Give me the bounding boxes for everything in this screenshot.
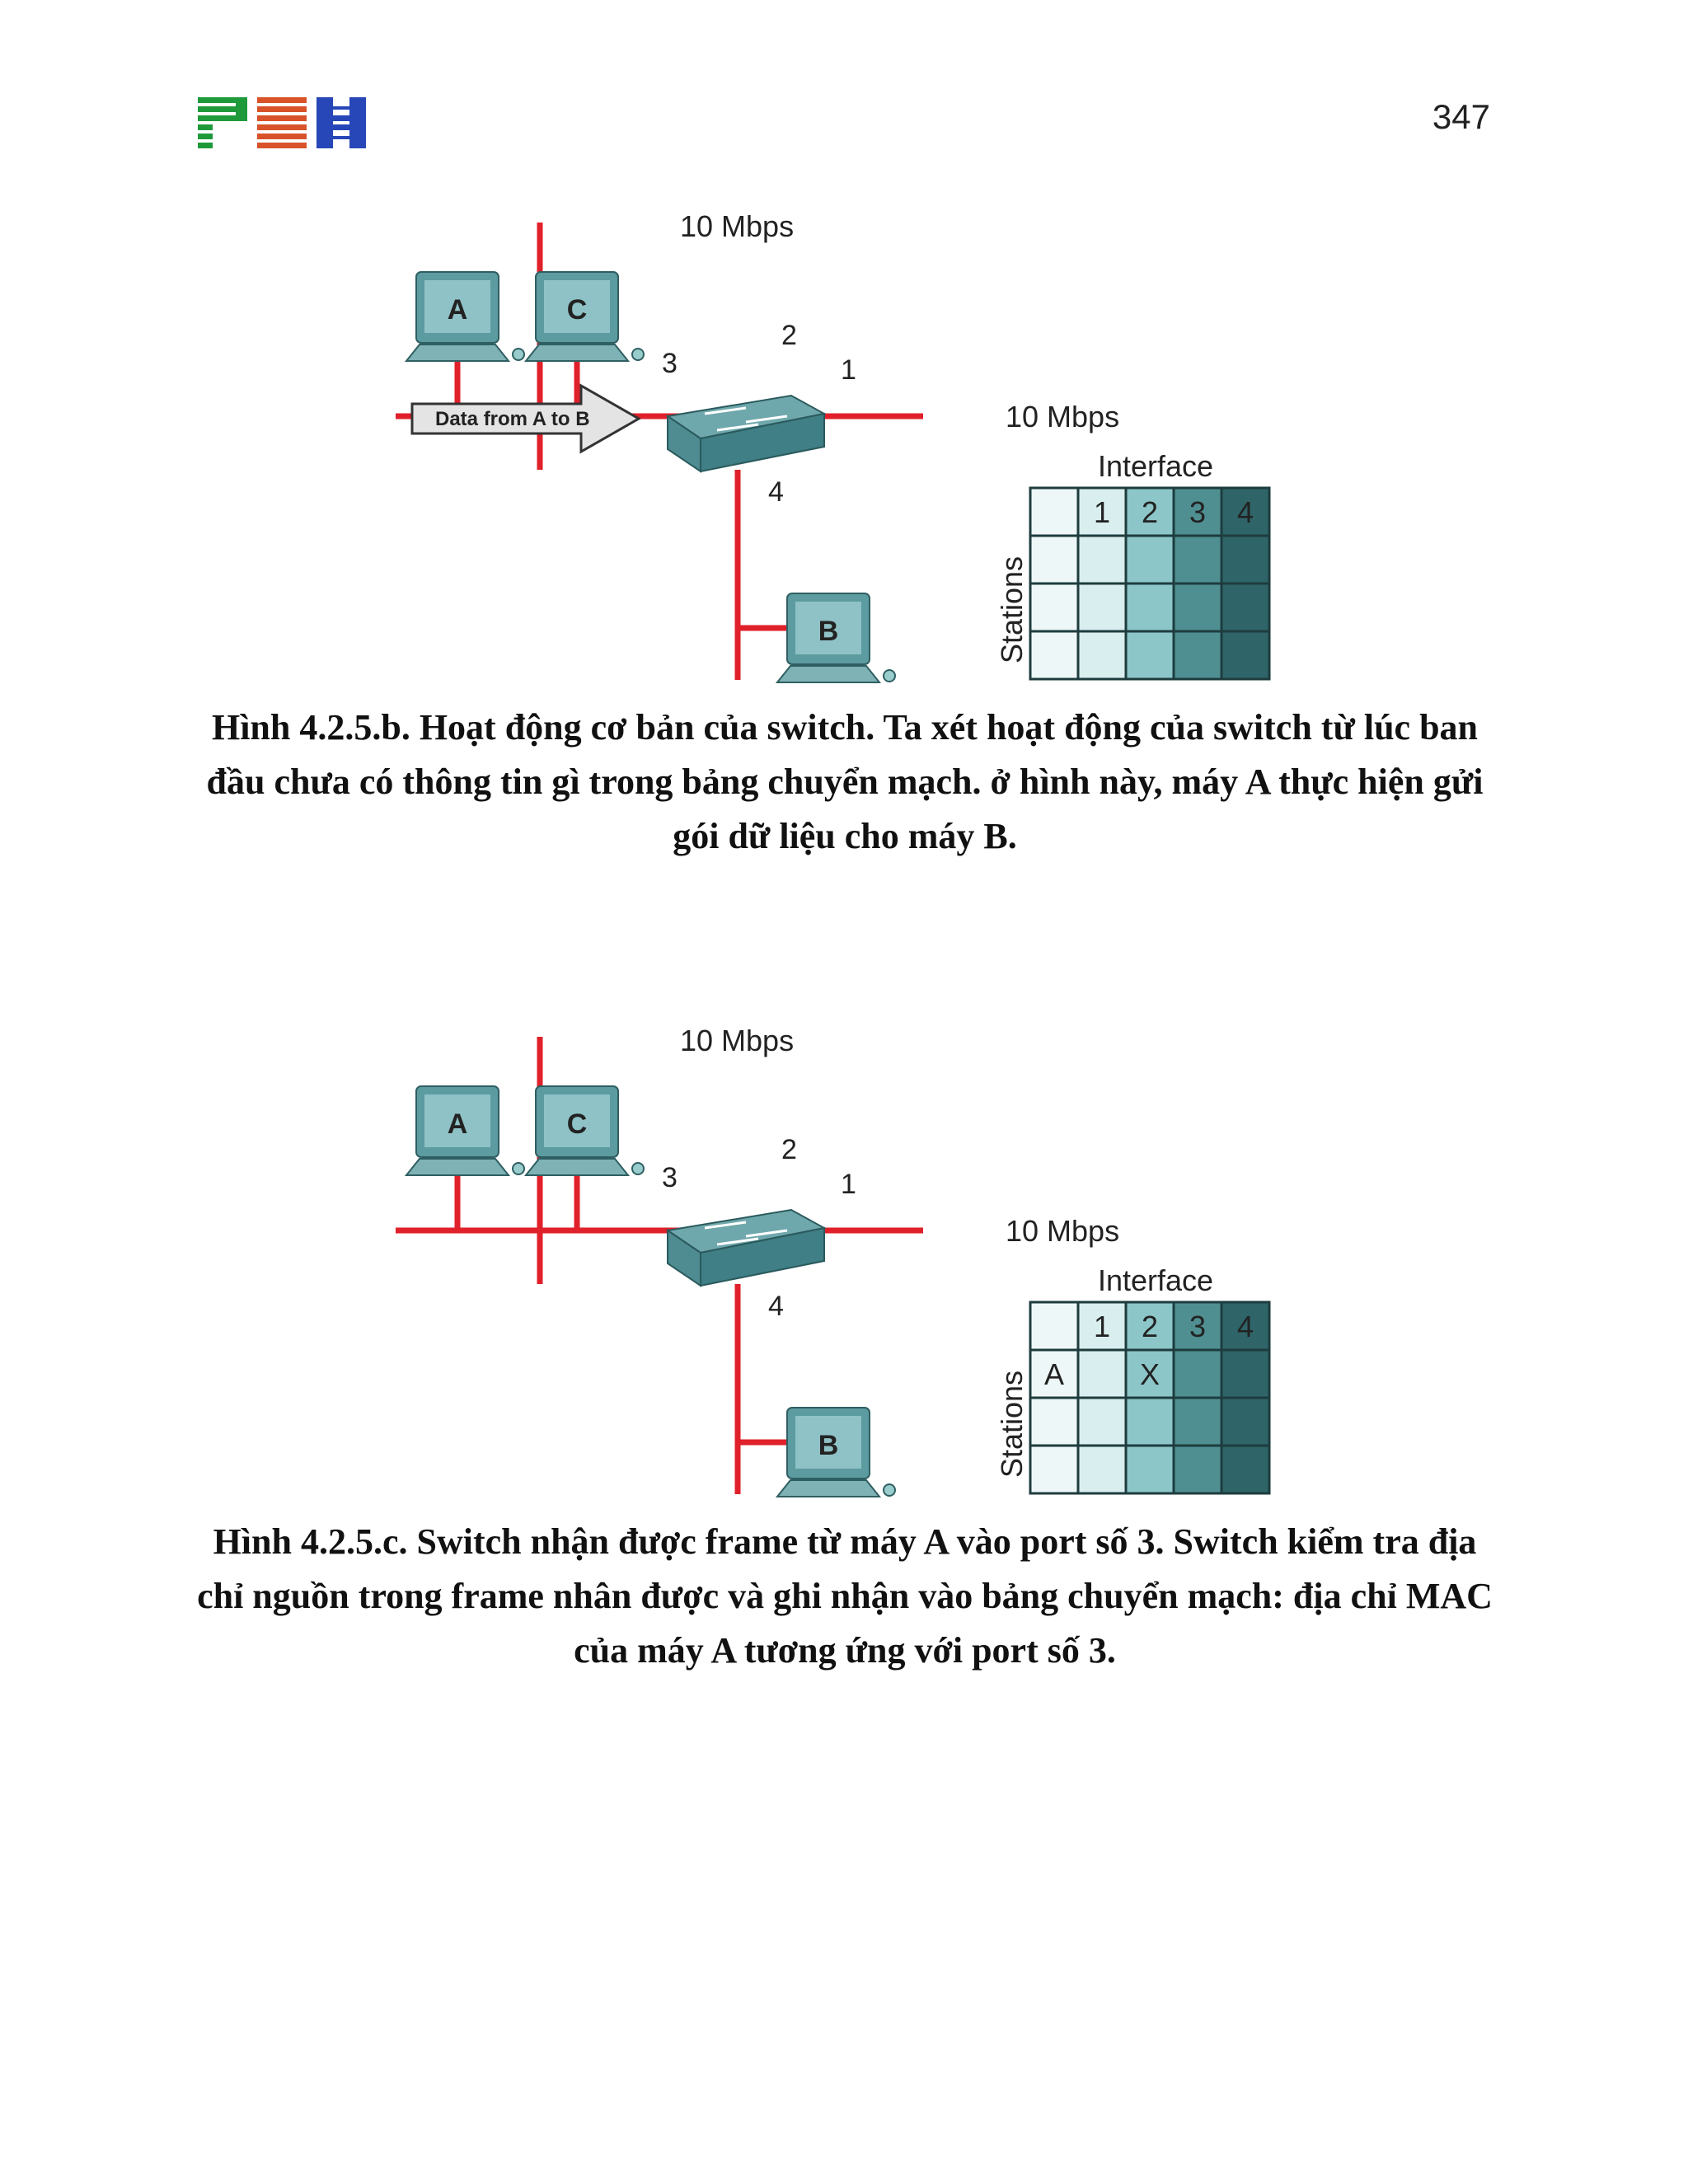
mouse bbox=[632, 1163, 644, 1174]
table-cell bbox=[1030, 1446, 1078, 1493]
figure-b-caption: Hình 4.2.5.b. Hoạt động cơ bản của switch. Ta xét hoạt động của switch từ lúc ban đầu chưa có thông tin gì trong bảng chuyển mạch. ở hình này, máy A thực hiện gửi gói dữ liệu cho máy B. bbox=[206, 707, 1484, 856]
speed-label-right: 10 Mbps bbox=[1006, 400, 1120, 434]
table-column-header: 4 bbox=[1236, 495, 1254, 529]
table-row-label: Stations bbox=[995, 555, 1029, 664]
table-cell bbox=[1126, 536, 1174, 583]
port-label: 2 bbox=[781, 320, 797, 351]
figure-c-caption: Hình 4.2.5.c. Switch nhận được frame từ máy A vào port số 3. Switch kiểm tra địa chỉ nguồn trong frame nhân được và ghi nhận vào bảng chuyển mạch: địa chỉ MAC của máy A tương ứng với port số 3. bbox=[197, 1521, 1493, 1671]
page-number: 347 bbox=[1432, 97, 1490, 136]
port-label: 4 bbox=[768, 476, 784, 508]
table-cell bbox=[1174, 583, 1221, 631]
table-header-cell bbox=[1030, 488, 1078, 536]
keyboard bbox=[526, 344, 628, 361]
table-column-header: 3 bbox=[1189, 1310, 1207, 1343]
port-label: 1 bbox=[841, 1169, 856, 1200]
computer-icon bbox=[526, 272, 644, 361]
mouse bbox=[513, 349, 524, 360]
switch-diagram-figure-b bbox=[0, 198, 1688, 692]
table-title: Interface bbox=[1098, 449, 1214, 483]
computer-icon bbox=[777, 593, 895, 682]
arrow-label: Data from A to B bbox=[435, 408, 590, 430]
table-cell bbox=[1221, 631, 1269, 679]
table-cell bbox=[1030, 583, 1078, 631]
host-label: A bbox=[447, 1108, 468, 1140]
table-cell bbox=[1030, 631, 1078, 679]
port-label: 4 bbox=[768, 1291, 784, 1322]
table-column-header: 2 bbox=[1141, 1310, 1159, 1343]
port-label: 3 bbox=[662, 1162, 678, 1193]
computer-icon bbox=[406, 272, 524, 361]
host-label: B bbox=[818, 1430, 839, 1461]
keyboard bbox=[526, 1159, 628, 1175]
speed-label-right: 10 Mbps bbox=[1006, 1214, 1120, 1248]
table-cell bbox=[1126, 583, 1174, 631]
table-cell bbox=[1030, 1398, 1078, 1446]
logo-letter-n bbox=[257, 97, 307, 148]
table-cell bbox=[1078, 631, 1126, 679]
table-column-header: 3 bbox=[1189, 495, 1207, 529]
logo-letter-p bbox=[198, 97, 247, 148]
table-cell bbox=[1126, 1398, 1174, 1446]
table-cell bbox=[1174, 631, 1221, 679]
computer-icon bbox=[777, 1408, 895, 1497]
table-cell-value: A bbox=[1043, 1357, 1065, 1391]
mouse bbox=[632, 349, 644, 360]
table-column-header: 2 bbox=[1141, 495, 1159, 529]
table-cell bbox=[1221, 1350, 1269, 1398]
table-cell bbox=[1174, 536, 1221, 583]
host-label: A bbox=[447, 294, 468, 326]
table-cell bbox=[1126, 631, 1174, 679]
table-column-header: 1 bbox=[1093, 495, 1111, 529]
speed-label-top: 10 Mbps bbox=[680, 1024, 795, 1057]
table-cell bbox=[1078, 583, 1126, 631]
table-cell bbox=[1078, 1398, 1126, 1446]
port-label: 1 bbox=[841, 354, 856, 386]
port-label: 2 bbox=[781, 1134, 797, 1165]
mouse bbox=[884, 670, 895, 682]
table-cell bbox=[1221, 1398, 1269, 1446]
table-cell bbox=[1174, 1350, 1221, 1398]
table-cell bbox=[1221, 583, 1269, 631]
host-label: C bbox=[566, 1108, 588, 1140]
mouse bbox=[884, 1484, 895, 1496]
table-cell-value: X bbox=[1139, 1357, 1160, 1391]
table-title: Interface bbox=[1098, 1263, 1214, 1297]
switch-diagram-figure-c bbox=[0, 1012, 1688, 1507]
table-cell bbox=[1126, 1446, 1174, 1493]
table-cell bbox=[1221, 1446, 1269, 1493]
table-column-header: 1 bbox=[1093, 1310, 1111, 1343]
table-cell bbox=[1174, 1446, 1221, 1493]
host-label: B bbox=[818, 616, 839, 647]
table-header-cell bbox=[1030, 1302, 1078, 1350]
port-label: 3 bbox=[662, 348, 678, 379]
speed-label-top: 10 Mbps bbox=[680, 209, 795, 243]
pnh-logo bbox=[198, 97, 367, 148]
keyboard bbox=[777, 666, 879, 682]
table-row-label: Stations bbox=[995, 1370, 1029, 1479]
table-cell bbox=[1078, 1350, 1126, 1398]
table-cell bbox=[1078, 536, 1126, 583]
keyboard bbox=[406, 1159, 509, 1175]
table-cell bbox=[1030, 536, 1078, 583]
table-column-header: 4 bbox=[1236, 1310, 1254, 1343]
table-cell bbox=[1078, 1446, 1126, 1493]
table-cell bbox=[1174, 1398, 1221, 1446]
computer-icon bbox=[526, 1086, 644, 1175]
keyboard bbox=[777, 1480, 879, 1497]
table-cell bbox=[1221, 536, 1269, 583]
computer-icon bbox=[406, 1086, 524, 1175]
mouse bbox=[513, 1163, 524, 1174]
switch-icon bbox=[668, 1210, 824, 1286]
keyboard bbox=[406, 344, 509, 361]
host-label: C bbox=[566, 294, 588, 326]
logo-letter-h bbox=[316, 97, 366, 148]
switch-icon bbox=[668, 396, 824, 471]
